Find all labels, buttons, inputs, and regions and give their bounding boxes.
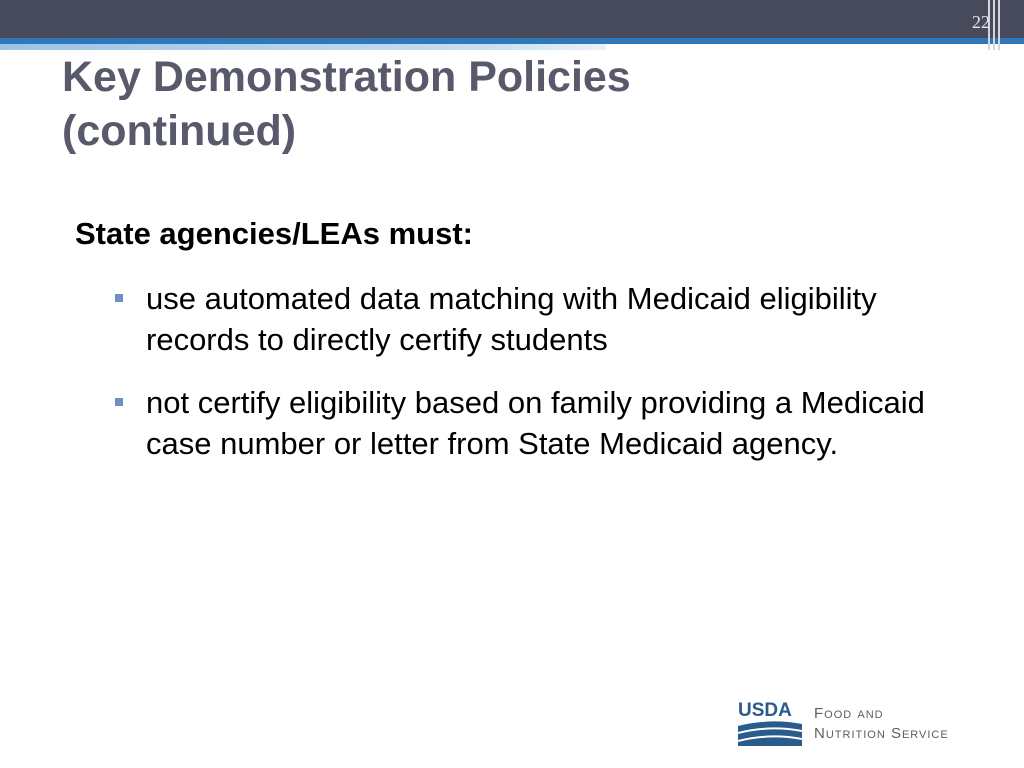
agency-name: [814, 704, 949, 744]
square-bullet-icon: [115, 398, 123, 406]
agency-name-line2: Nutrition Service: [814, 725, 949, 742]
header-band: [0, 0, 1024, 38]
bullet-text: not certify eligibility based on family providing a Medicaid case number or letter from State Medicaid agency.: [146, 385, 925, 461]
agency-name-line1: Food and: [814, 705, 884, 722]
square-bullet-icon: [115, 294, 123, 302]
slide-number: 22: [972, 12, 990, 32]
usda-fns-logo: [738, 700, 998, 752]
slide-title-line1: Key Demonstration Policies: [62, 53, 631, 101]
slide-title-line2: (continued): [62, 107, 297, 155]
bullet-item: [112, 382, 972, 464]
header-decorative-lines: [988, 0, 1002, 50]
slide-title: [62, 50, 822, 158]
usda-wordmark: USDA: [738, 700, 792, 721]
bullet-text: use automated data matching with Medicaid eligibility records to directly certify students: [146, 281, 877, 357]
bullet-list: [112, 278, 972, 486]
lead-statement: State agencies/LEAs must:: [75, 216, 473, 251]
bullet-item: [112, 278, 972, 360]
